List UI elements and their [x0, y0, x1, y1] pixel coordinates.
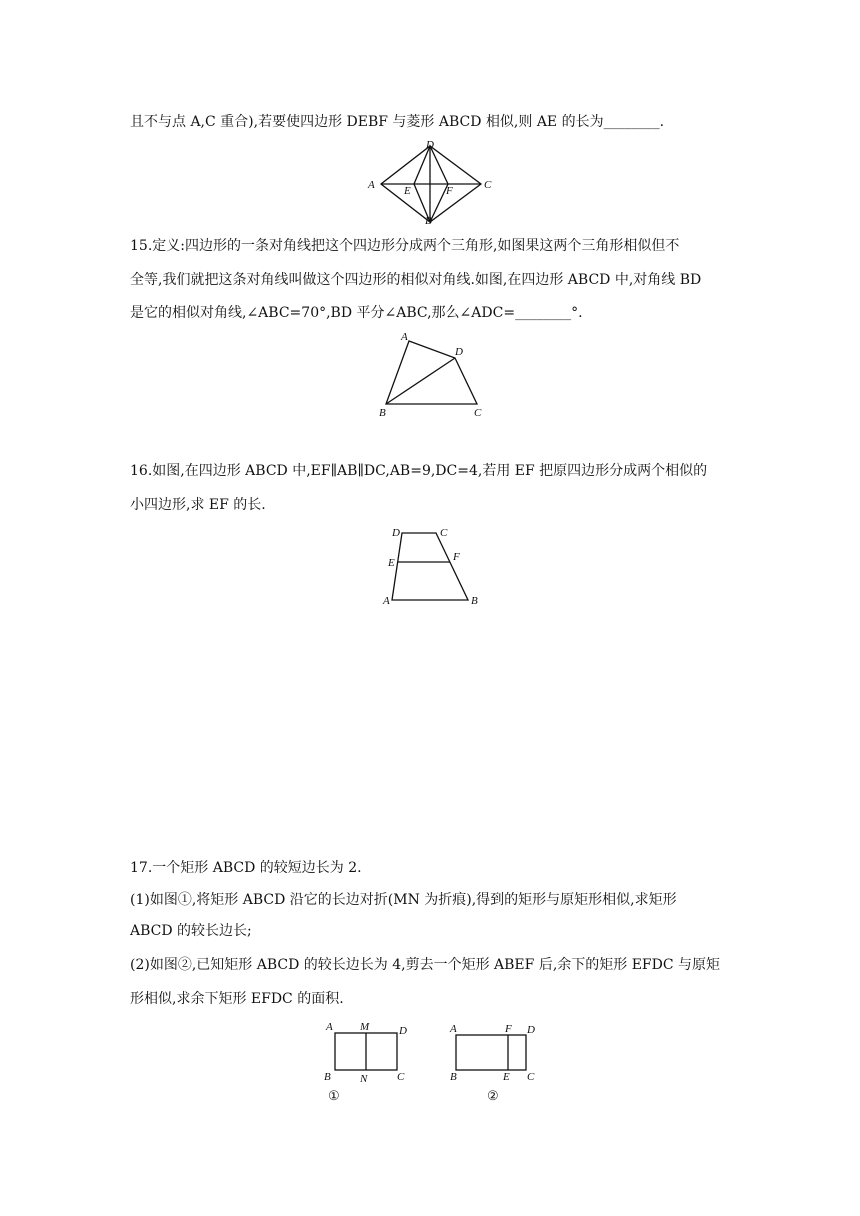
- label-c: C: [440, 527, 448, 539]
- label-d: D: [399, 1025, 407, 1037]
- label-a: A: [450, 1023, 457, 1035]
- trapezoid-outline: [392, 533, 468, 600]
- label-c: C: [397, 1071, 405, 1083]
- label-b: B: [379, 407, 386, 419]
- label-c: C: [484, 179, 492, 191]
- label-a: A: [368, 179, 375, 191]
- diagonal-bd: [386, 358, 455, 404]
- label-a: A: [326, 1021, 333, 1033]
- problem-15-line1: 15.定义:四边形的一条对角线把这个四边形分成两个三角形,如图果这两个三角形相似但不: [130, 238, 680, 254]
- label-b: B: [450, 1071, 457, 1083]
- label-m: M: [360, 1021, 370, 1033]
- label-d: D: [527, 1024, 535, 1036]
- figure-trapezoid-16: [380, 520, 490, 610]
- label-b: B: [471, 595, 478, 607]
- label-c: C: [474, 407, 482, 419]
- label-f: F: [453, 551, 460, 563]
- label-f: F: [505, 1023, 512, 1035]
- label-d: D: [426, 139, 434, 151]
- label-b: B: [324, 1071, 331, 1083]
- figure-rhombus: [360, 138, 500, 230]
- label-a: A: [383, 595, 390, 607]
- problem-17-line4: (2)如图②,已知矩形 ABCD 的较长边长为 4,剪去一个矩形 ABEF 后,余下的矩形 EFDC 与原矩: [130, 957, 721, 973]
- problem-16-line2: 小四边形,求 EF 的长.: [130, 497, 266, 513]
- problem-17-line5: 形相似,求余下矩形 EFDC 的面积.: [130, 991, 344, 1007]
- label-d: D: [392, 527, 400, 539]
- problem-17-line1: 17.一个矩形 ABCD 的较短边长为 2.: [130, 860, 362, 876]
- figure-quadrilateral-15: [370, 326, 500, 421]
- label-b: B: [425, 215, 432, 227]
- label-n: N: [360, 1073, 368, 1085]
- figure-rectangle-2: [440, 1016, 550, 1106]
- problem-15-line3: 是它的相似对角线,∠ABC=70°,BD 平分∠ABC,那么∠ADC=________°.: [130, 305, 583, 321]
- caption-2: ②: [487, 1088, 499, 1103]
- label-e: E: [388, 557, 395, 569]
- label-d: D: [455, 346, 463, 358]
- problem-17-line3: ABCD 的较长边长;: [130, 923, 252, 939]
- rectangle-abcd: [456, 1035, 526, 1070]
- problem-17-line2: (1)如图①,将矩形 ABCD 沿它的长边对折(MN 为折痕),得到的矩形与原矩形相似,求矩形: [130, 892, 677, 908]
- problem-16-line1: 16.如图,在四边形 ABCD 中,EF∥AB∥DC,AB=9,DC=4,若用 EF 把原四边形分成两个相似的: [130, 463, 708, 479]
- problem-15-line2: 全等,我们就把这条对角线叫做这个四边形的相似对角线.如图,在四边形 ABCD 中,对角线 BD: [130, 272, 702, 288]
- label-e: E: [503, 1071, 510, 1083]
- label-a: A: [401, 331, 408, 343]
- label-c: C: [527, 1071, 535, 1083]
- label-f: F: [446, 185, 453, 197]
- figure-rectangle-1: [318, 1016, 418, 1106]
- problem-14-text: 且不与点 A,C 重合),若要使四边形 DEBF 与菱形 ABCD 相似,则 AE 的长为________.: [130, 114, 665, 130]
- label-e: E: [404, 185, 411, 197]
- caption-1: ①: [328, 1088, 340, 1103]
